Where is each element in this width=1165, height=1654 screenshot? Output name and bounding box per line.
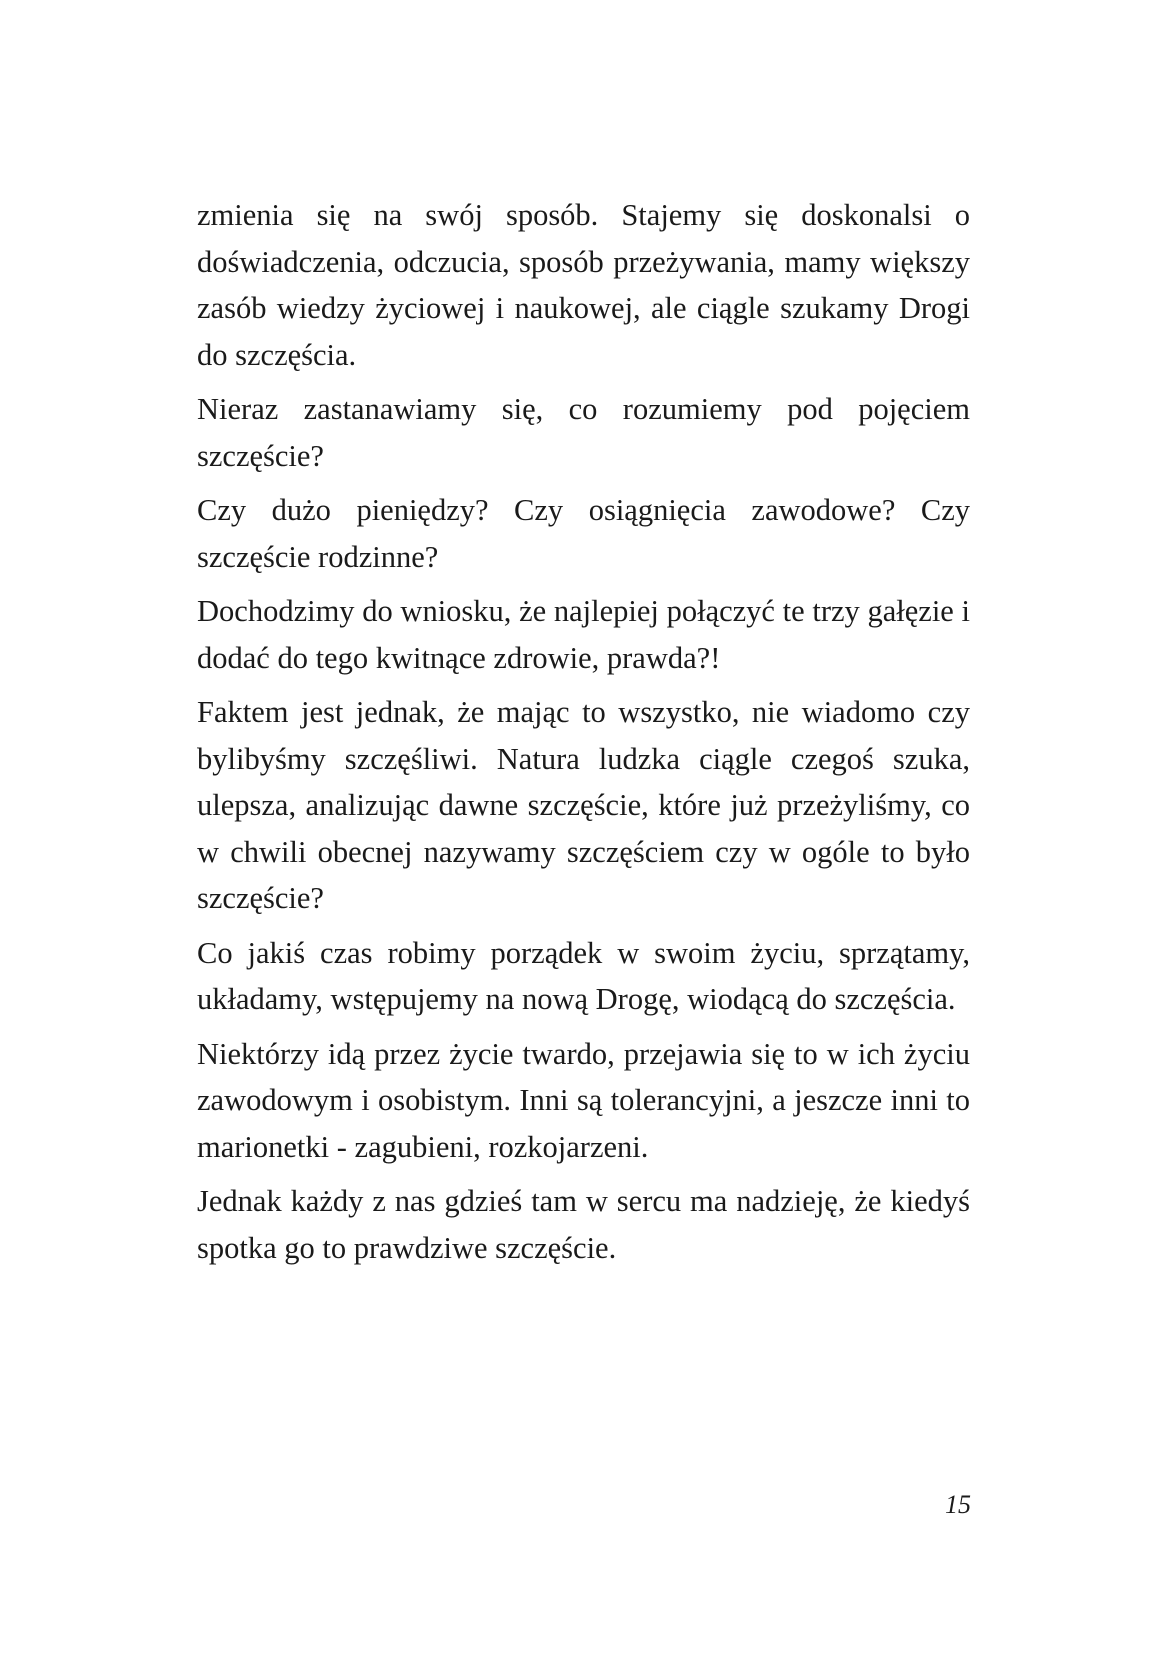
paragraph: Dochodzimy do wniosku, że najlepiej połączyć te trzy gałęzie i dodać do tego kwitnące zdrowie, prawda?! [197, 594, 970, 675]
paragraph: Czy dużo pieniędzy? Czy osiągnięcia zawodowe? Czy szczęście rodzinne? [197, 493, 970, 574]
paragraph: Niektórzy idą przez życie twardo, przejawia się to w ich życiu zawodowym i osobistym. Inni są tolerancyjni, a jeszcze inni to marionetki - zagubieni, rozkojarzeni. [197, 1036, 970, 1164]
paragraph: Jednak każdy z nas gdzieś tam w sercu ma nadzieję, że kiedyś spotka go to prawdziwe szczęście. [197, 1184, 970, 1265]
page-number: 15 [945, 1490, 971, 1519]
body-text [197, 192, 970, 1279]
paragraph: zmienia się na swój sposób. Stajemy się doskonalsi o doświadczenia, odczucia, sposób przeżywania, mamy większy zasób wiedzy życiowej i naukowej, ale ciągle szukamy Drogi do szczęścia. [197, 198, 970, 372]
paragraph: Nieraz zastanawiamy się, co rozumiemy pod pojęciem szczęście? [197, 392, 970, 473]
paragraph: Co jakiś czas robimy porządek w swoim życiu, sprzątamy, układamy, wstępujemy na nową Drogę, wiodącą do szczęścia. [197, 935, 970, 1016]
paragraph: Faktem jest jednak, że mając to wszystko, nie wiadomo czy bylibyśmy szczęśliwi. Natura ludzka ciągle czegoś szuka, ulepsza, analizując dawne szczęście, które już przeżyliśmy, co w chwili obecnej nazywamy szczęściem czy w ogóle to było szczęście? [197, 695, 970, 915]
